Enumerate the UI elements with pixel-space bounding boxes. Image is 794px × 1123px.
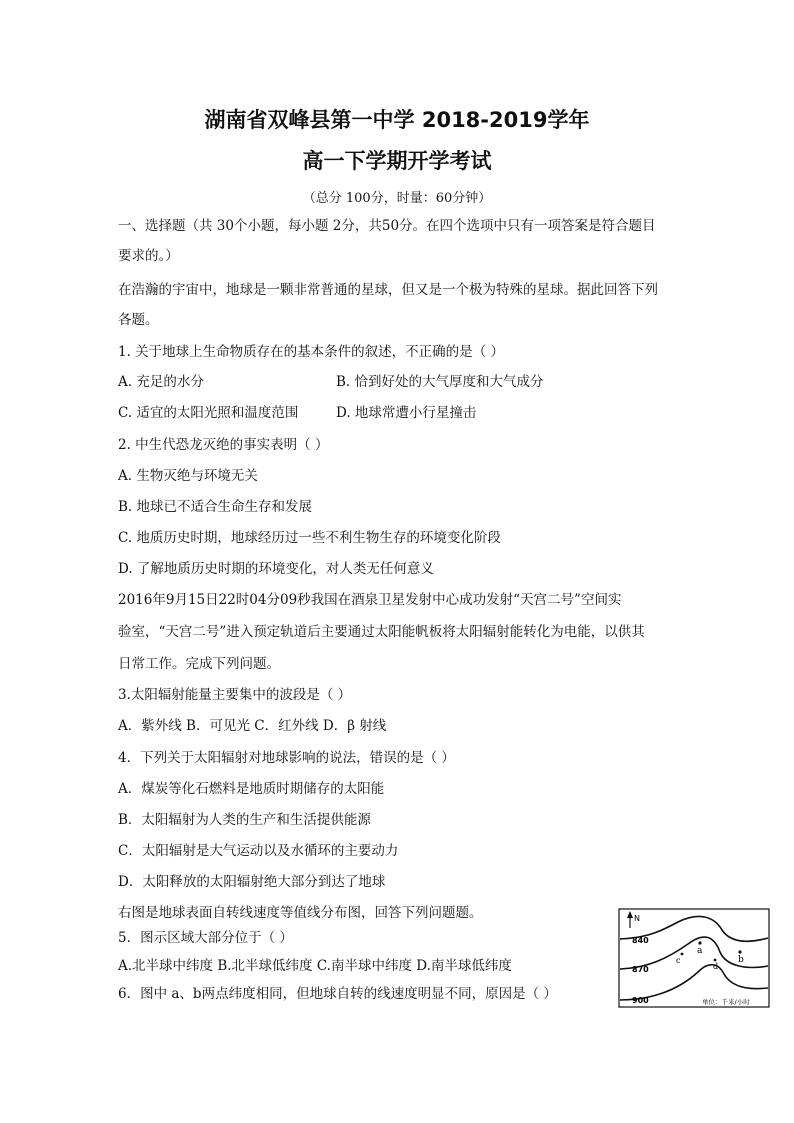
isoline-label-900: 900 [632,996,649,1005]
exam-title: 湖南省双峰县第一中学 2018-2019学年 [204,108,590,132]
point-label-d: d [713,962,719,971]
map-unit-label: 单位：千米/小时 [702,998,750,1006]
point-label-c: c [676,956,681,965]
q1-option-b: B. 恰到好处的大气厚度和大气成分 [336,374,544,390]
q3-options: A．紫外线 B．可见光 C．红外线 D．β 射线 [118,718,387,734]
isoline-label-870: 870 [632,965,649,974]
passage3-line1: 右图是地球表面自转线速度等值线分布图，回答下列问题题。 [118,905,483,921]
point-c [681,953,684,956]
map-frame [619,909,769,1007]
q2-option-c: C. 地质历史时期，地球经历过一些不利生物生存的环境变化阶段 [118,530,501,546]
point-b [738,950,741,953]
point-label-b: b [738,955,744,965]
q5-stem: 5．图示区域大部分位于（ ） [118,930,293,946]
section-intro-line2: 要求的。） [118,248,179,264]
q2-option-a: A. 生物灭绝与环境无关 [118,468,258,484]
q2-option-d: D. 了解地质历史时期的环境变化，对人类无任何意义 [118,561,434,577]
q2-option-b: B. 地球已不适合生命生存和发展 [118,499,313,515]
q1-option-d: D. 地球常遭小行星撞击 [336,405,477,421]
q2-stem: 2. 中生代恐龙灭绝的事实表明（ ） [118,437,329,453]
point-d [714,959,717,962]
q4-option-c: C．太阳辐射是大气运动以及水循环的主要动力 [118,843,399,859]
exam-subtitle: 高一下学期开学考试 [302,149,492,173]
q4-option-b: B．太阳辐射为人类的生产和生活提供能源 [118,812,371,828]
point-label-a: a [697,946,703,956]
passage1-line2: 各题。 [118,312,159,328]
passage1-line1: 在浩瀚的宇宙中，地球是一颗非常普通的星球，但又是一个极为特殊的星球。据此回答下列 [118,282,658,298]
rotation-velocity-isoline-map [618,908,770,1008]
q4-option-d: D．太阳释放的太阳辐射绝大部分到达了地球 [118,874,386,890]
q1-option-a: A. 充足的水分 [118,374,204,390]
isoline-label-840: 840 [632,936,649,945]
section-intro-line1: 一、选择题（共 30个小题，每小题 2分，共50分。在四个选项中只有一项答案是符合题目 [118,218,656,234]
passage2-line2: 验室，“天宫二号”进入预定轨道后主要通过太阳能帆板将太阳辐射能转化为电能，以供其 [118,624,645,640]
q1-stem: 1. 关于地球上生命物质存在的基本条件的叙述，不正确的是（ ） [118,344,504,360]
north-label: N [634,914,640,923]
point-a [698,941,701,944]
exam-score-time: （总分 100分，时量：60分钟） [302,191,492,206]
passage2-line1: 2016年9月15日22时04分09秒我国在酒泉卫星发射中心成功发射“天宫二号”空间实 [118,592,622,608]
passage2-line3: 日常工作。完成下列问题。 [118,656,280,672]
q4-option-a: A．煤炭等化石燃料是地质时期储存的太阳能 [118,781,385,797]
q5-options: A.北半球中纬度 B.北半球低纬度 C.南半球中纬度 D.南半球低纬度 [118,958,512,974]
q1-option-c: C. 适宜的太阳光照和温度范围 [118,405,299,421]
q6-stem: 6．图中 a、b两点纬度相同，但地球自转的线速度明显不同，原因是（ ） [118,986,557,1002]
q3-stem: 3.太阳辐射能量主要集中的波段是（ ） [118,687,352,703]
q4-stem: 4．下列关于太阳辐射对地球影响的说法，错误的是（ ） [118,750,455,766]
